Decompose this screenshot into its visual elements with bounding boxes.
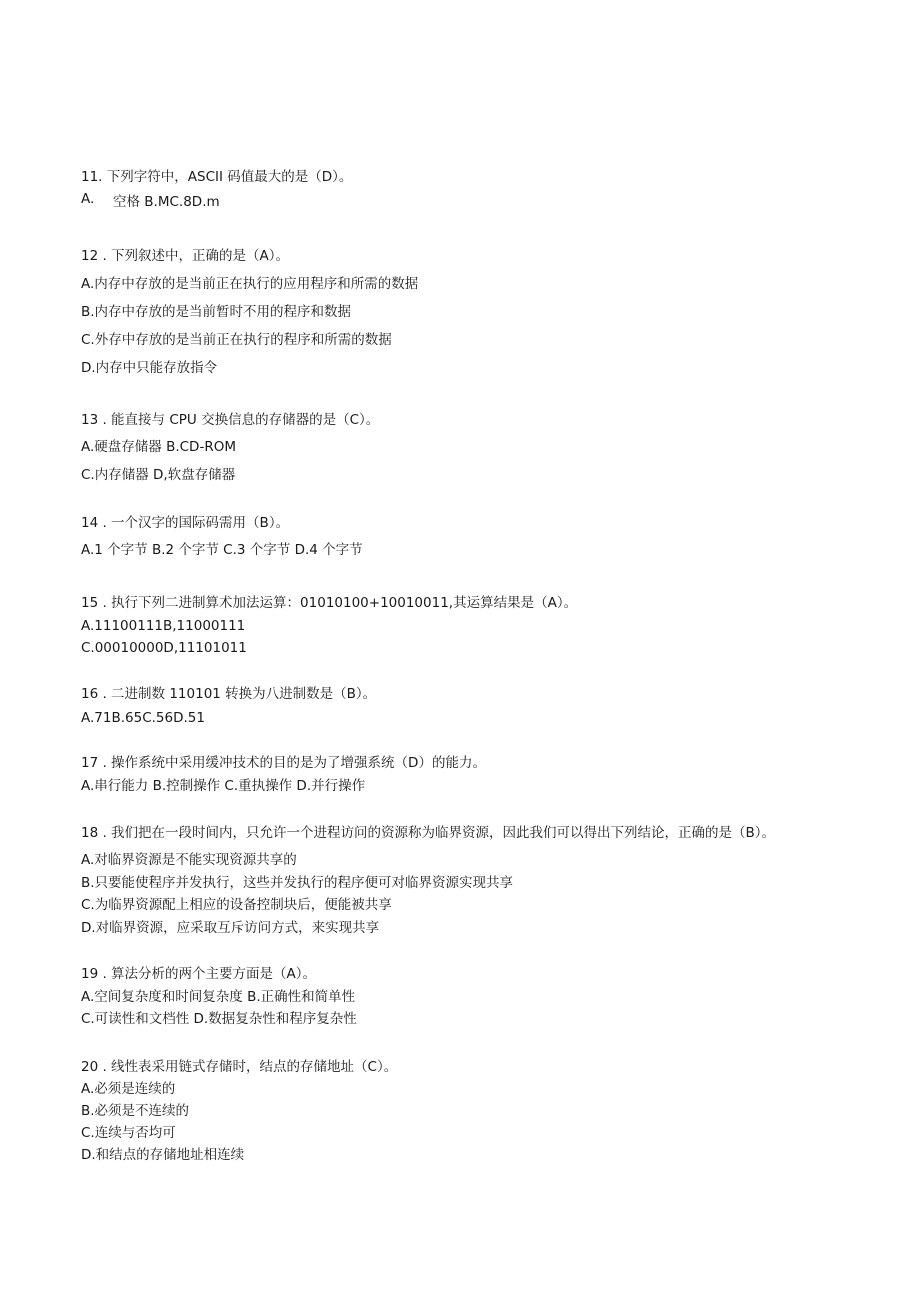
question-11-option-label: A. bbox=[81, 191, 95, 207]
question-12-option-a: A.内存中存放的是当前正在执行的应用程序和所需的数据 bbox=[81, 276, 419, 292]
question-20-option-a: A.必须是连续的 bbox=[81, 1081, 176, 1097]
question-16-options: A.71B.65C.56D.51 bbox=[81, 710, 205, 726]
question-17-options: A.串行能力 B.控制操作 C.重执操作 D.并行操作 bbox=[81, 778, 366, 794]
question-12-stem: 12 . 下列叙述中，正确的是（A）。 bbox=[81, 248, 290, 264]
question-14-options: A.1 个字节 B.2 个字节 C.3 个字节 D.4 个字节 bbox=[81, 542, 363, 558]
question-11-stem: 11. 下列字符中，ASCII 码值最大的是（D）。 bbox=[81, 169, 353, 185]
question-12-option-d: D.内存中只能存放指令 bbox=[81, 360, 218, 376]
question-15-options-ab: A.11100111B,11000111 bbox=[81, 618, 246, 634]
question-20-option-c: C.连续与否均可 bbox=[81, 1125, 176, 1141]
question-20-stem: 20 . 线性表采用链式存储时，结点的存储地址（C）。 bbox=[81, 1059, 398, 1075]
question-11-options: 空格 B.MC.8D.m bbox=[113, 194, 220, 210]
question-18-stem: 18 . 我们把在一段时间内，只允许一个进程访问的资源称为临界资源，因此我们可以得出下列结论，正确的是（B）。 bbox=[81, 825, 776, 841]
question-20-option-b: B.必须是不连续的 bbox=[81, 1103, 190, 1119]
question-14-stem: 14 . 一个汉字的国际码需用（B）。 bbox=[81, 515, 290, 531]
question-19-options-cd: C.可读性和文档性 D.数据复杂性和程序复杂性 bbox=[81, 1011, 357, 1027]
question-17-stem: 17 . 操作系统中采用缓冲技术的目的是为了增强系统（D）的能力。 bbox=[81, 755, 486, 771]
question-12-option-b: B.内存中存放的是当前暂时不用的程序和数据 bbox=[81, 304, 352, 320]
question-15-options-cd: C.00010000D,11101011 bbox=[81, 640, 247, 656]
question-13-options-ab: A.硬盘存储器 B.CD-ROM bbox=[81, 439, 236, 455]
question-18-option-d: D.对临界资源，应采取互斥访问方式，来实现共享 bbox=[81, 920, 380, 936]
question-19-options-ab: A.空间复杂度和时间复杂度 B.正确性和简单性 bbox=[81, 989, 356, 1005]
question-15-stem: 15 . 执行下列二进制算术加法运算：01010100+10010011,其运算结果是（A）。 bbox=[81, 595, 578, 611]
question-18-option-c: C.为临界资源配上相应的设备控制块后，便能被共享 bbox=[81, 897, 392, 913]
question-19-stem: 19 . 算法分析的两个主要方面是（A）。 bbox=[81, 966, 317, 982]
question-12-option-c: C.外存中存放的是当前正在执行的程序和所需的数据 bbox=[81, 332, 392, 348]
question-13-options-cd: C.内存储器 D,软盘存储器 bbox=[81, 467, 236, 483]
question-18-option-b: B.只要能使程序并发执行，这些并发执行的程序便可对临界资源实现共享 bbox=[81, 875, 514, 891]
question-20-option-d: D.和结点的存储地址相连续 bbox=[81, 1147, 245, 1163]
question-18-option-a: A.对临界资源是不能实现资源共享的 bbox=[81, 852, 297, 868]
question-13-stem: 13 . 能直接与 CPU 交换信息的存储器的是（C）。 bbox=[81, 412, 380, 428]
question-16-stem: 16 . 二进制数 110101 转换为八进制数是（B）。 bbox=[81, 686, 377, 702]
